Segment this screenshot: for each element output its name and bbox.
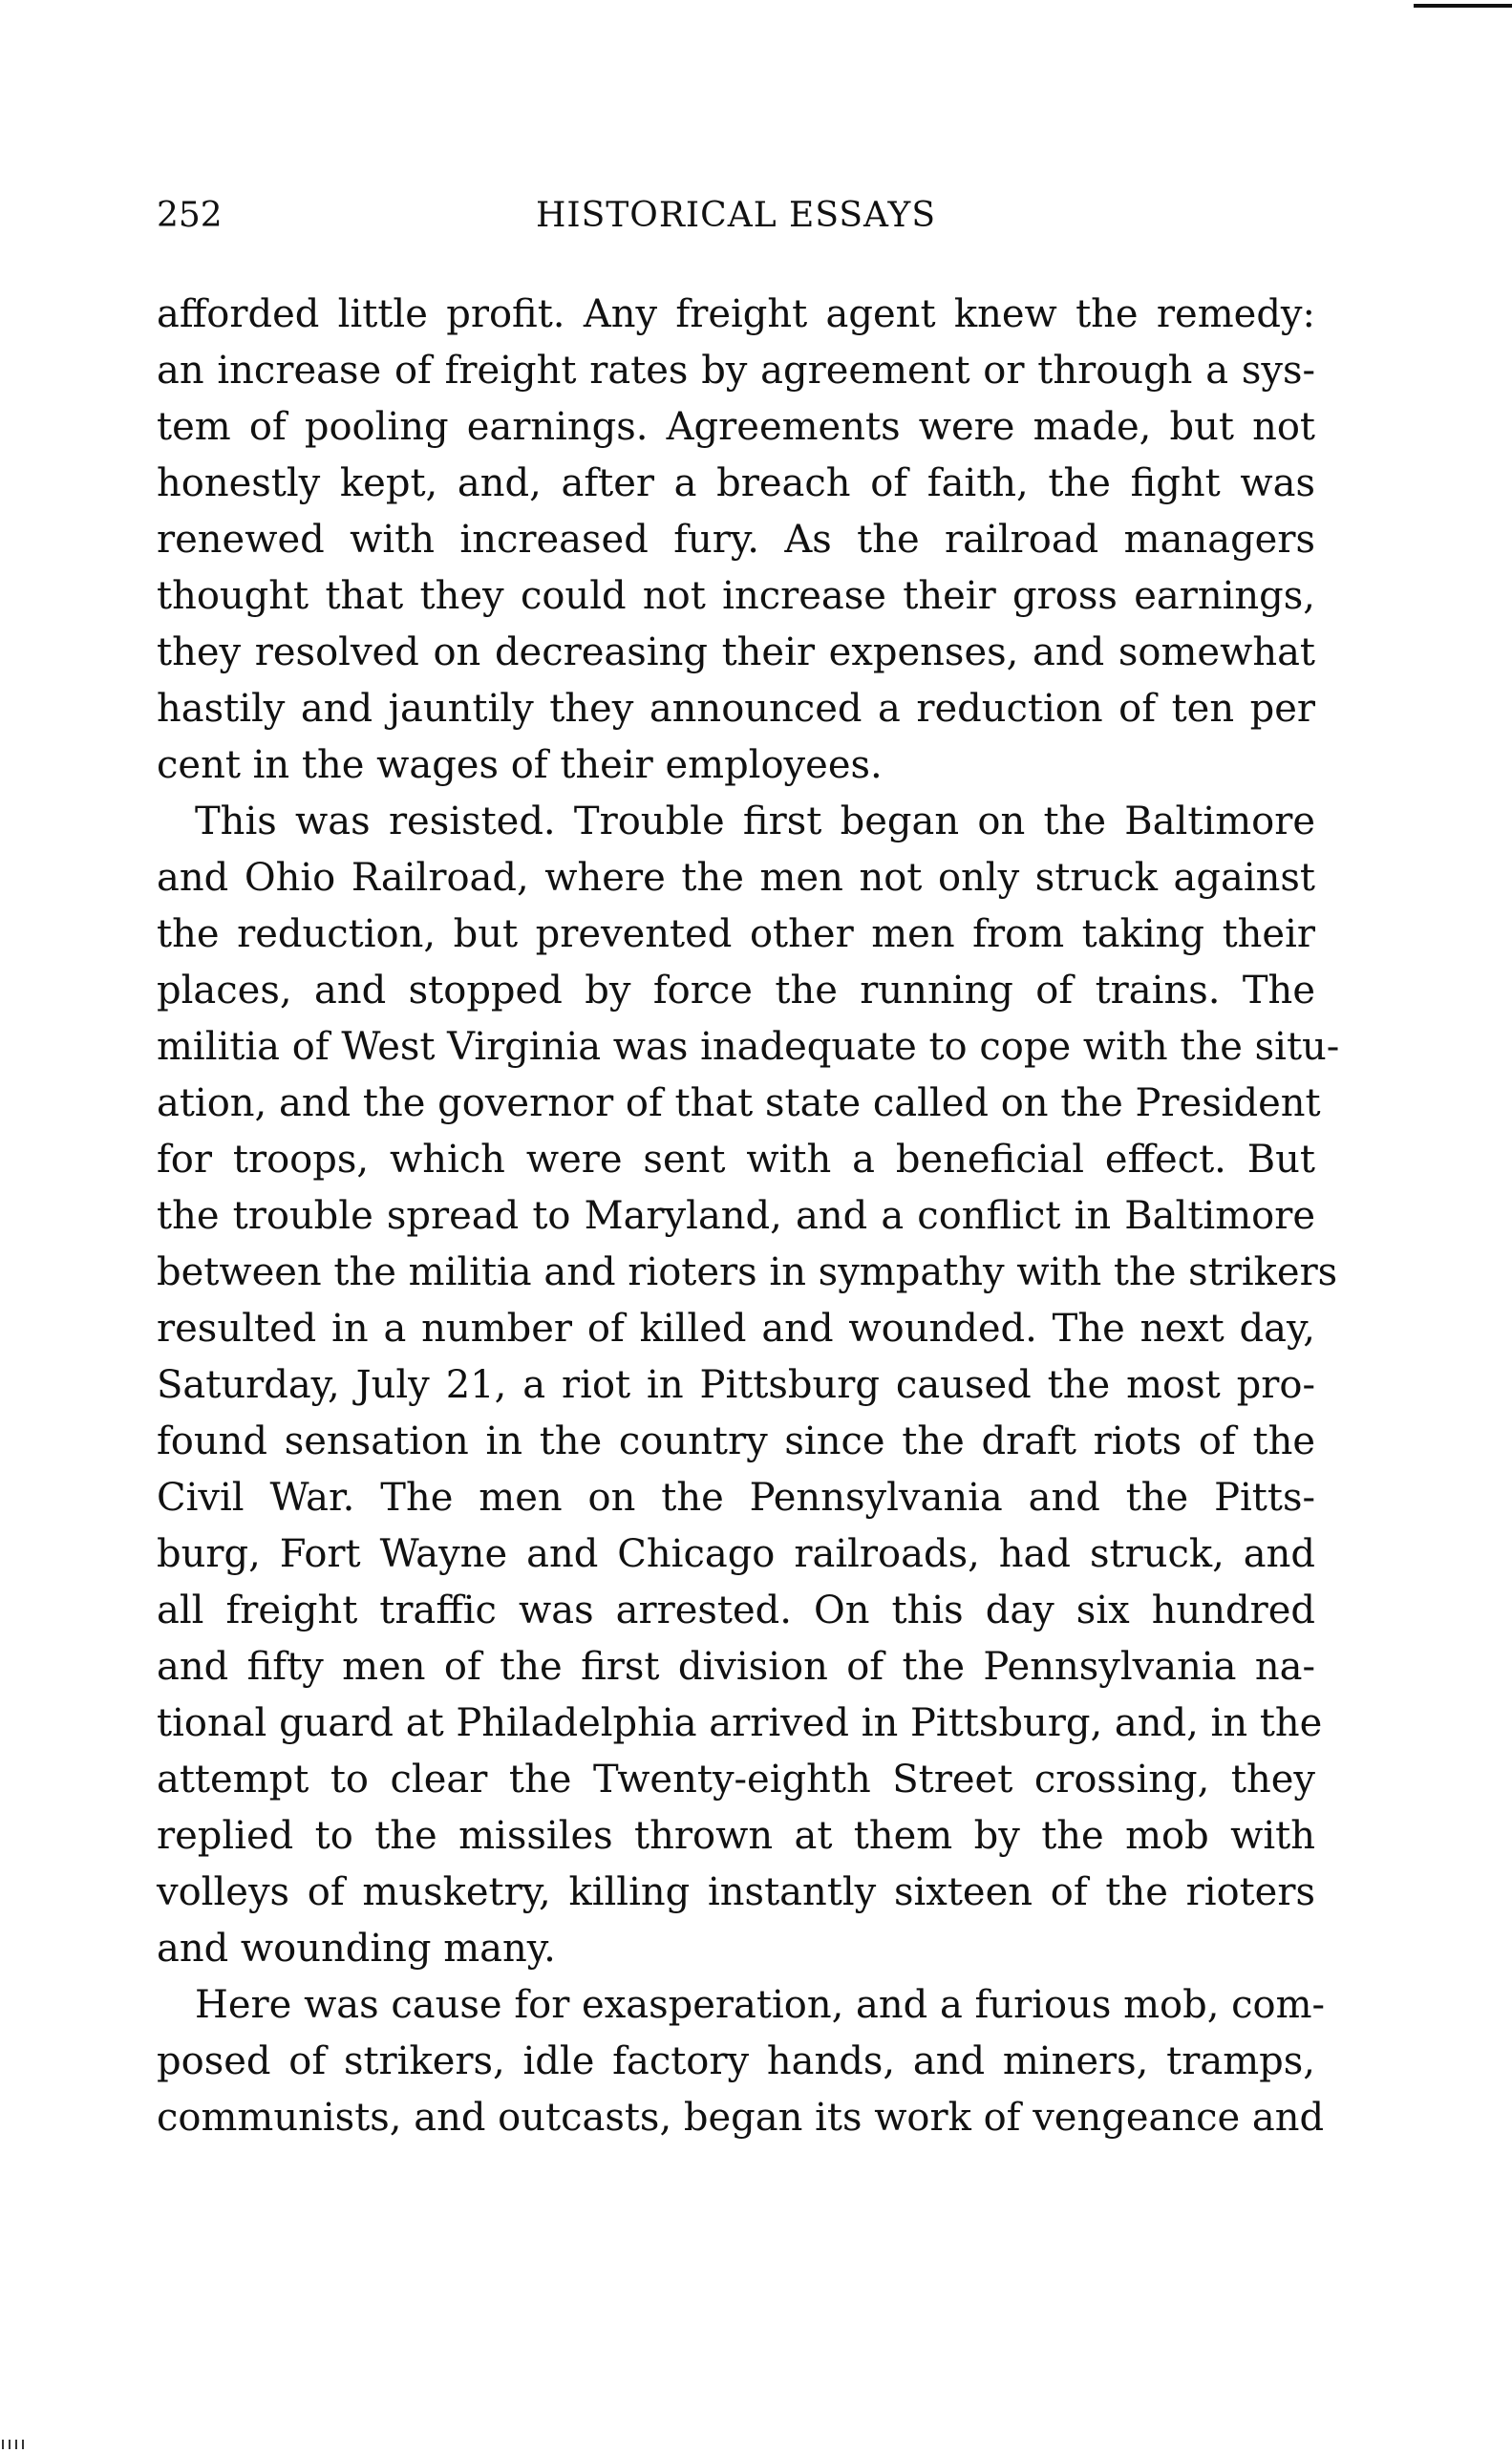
- text-line: renewed with increased fury. As the railroad managers: [157, 518, 1315, 562]
- text-line: Civil War. The men on the Pennsylvania and the Pitts-: [157, 1476, 1315, 1520]
- text-line: thought that they could not increase their gross earnings,: [157, 574, 1315, 618]
- text-line: found sensation in the country since the draft riots of the: [157, 1419, 1315, 1463]
- text-line: all freight traffic was arrested. On this day six hundred: [157, 1589, 1315, 1632]
- text-line: and wounding many.: [157, 1927, 556, 1971]
- text-line: This was resisted. Trouble first began on the Baltimore: [195, 800, 1315, 843]
- page-number: 252: [157, 196, 223, 235]
- text-line: places, and stopped by force the running of trains. The: [157, 969, 1315, 1013]
- text-line: hastily and jauntily they announced a reduction of ten per: [157, 687, 1315, 731]
- text-line: volleys of musketry, killing instantly sixteen of the rioters: [157, 1870, 1315, 1914]
- text-line: afforded little profit. Any freight agent knew the remedy:: [157, 292, 1315, 336]
- text-line: replied to the missiles thrown at them by the mob with: [157, 1814, 1315, 1858]
- text-line: ation, and the governor of that state called on the President: [157, 1081, 1321, 1125]
- text-line: cent in the wages of their employees.: [157, 743, 883, 787]
- text-line: attempt to clear the Twenty-eighth Street crossing, they: [157, 1758, 1315, 1802]
- scan-edge-marks: [2, 2435, 50, 2444]
- text-line: Here was cause for exasperation, and a furious mob, com-: [195, 1983, 1326, 2027]
- text-line: Saturday, July 21, a riot in Pittsburg caused the most pro-: [157, 1363, 1315, 1407]
- page-header: [157, 196, 1315, 244]
- body-text: [157, 287, 1340, 2146]
- text-line: posed of strikers, idle factory hands, and miners, tramps,: [157, 2039, 1315, 2083]
- text-line: honestly kept, and, after a breach of faith, the fight was: [157, 461, 1315, 505]
- scan-edge-mark: [1414, 4, 1512, 8]
- text-line: they resolved on decreasing their expenses, and somewhat: [157, 630, 1315, 674]
- text-line: an increase of freight rates by agreement or through a sys-: [157, 349, 1315, 393]
- text-line: burg, Fort Wayne and Chicago railroads, had struck, and: [157, 1532, 1315, 1576]
- text-line: resulted in a number of killed and wounded. The next day,: [157, 1307, 1315, 1351]
- text-line: militia of West Virginia was inadequate to cope with the situ-: [157, 1025, 1340, 1069]
- text-line: the reduction, but prevented other men from taking their: [157, 912, 1315, 956]
- text-line: between the militia and rioters in sympathy with the strikers: [157, 1250, 1338, 1294]
- text-line: tional guard at Philadelphia arrived in Pittsburg, and, in the: [157, 1701, 1323, 1745]
- text-line: and Ohio Railroad, where the men not only struck against: [157, 856, 1315, 900]
- running-title: HISTORICAL ESSAYS: [536, 196, 936, 235]
- text-line: communists, and outcasts, began its work of vengeance and: [157, 2096, 1325, 2140]
- text-line: for troops, which were sent with a beneficial effect. But: [157, 1138, 1315, 1182]
- text-line: tem of pooling earnings. Agreements were made, but not: [157, 405, 1315, 449]
- text-line: the trouble spread to Maryland, and a conflict in Baltimore: [157, 1194, 1315, 1238]
- text-line: and fifty men of the first division of the Pennsylvania na-: [157, 1645, 1315, 1689]
